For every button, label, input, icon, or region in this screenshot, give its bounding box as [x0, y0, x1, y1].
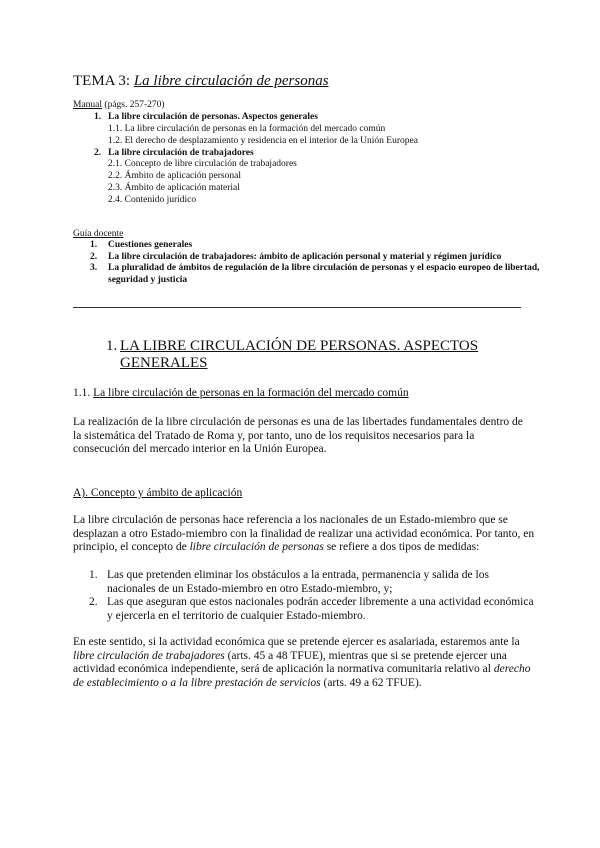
toc-subitem-2-3: 2.3. Ámbito de aplicación material: [108, 183, 240, 193]
toc-item-1-title: La libre circulación de personas. Aspectos generales: [108, 112, 318, 122]
tema-label: TEMA 3:: [73, 73, 131, 89]
guia-heading: [73, 229, 123, 241]
list-item: 1. Las que pretenden eliminar los obstáculos a la entrada, permanencia y salida de los nacionales de un Estado-miembro en otro Estado-miembro, y;: [89, 569, 489, 595]
guia-label: Guía docente: [73, 229, 124, 239]
guia-list: [90, 240, 540, 286]
toc-subitem-1-1: 1.1. La libre circulación de personas en la formación del mercado común: [108, 124, 386, 134]
subheading-a: A). Concepto y ámbito de aplicación: [73, 487, 243, 499]
section-number: 1.: [106, 338, 118, 354]
guia-item-1: 1. Cuestiones generales: [90, 240, 193, 250]
document-title: [73, 73, 329, 90]
subsection-number: 1.1.: [73, 387, 91, 399]
toc-subitem-2-4: 2.4. Contenido jurídico: [108, 195, 197, 205]
emphasis-trabajadores: libre circulación de trabajadores: [73, 649, 225, 662]
manual-pages: (págs. 257-270): [104, 100, 165, 110]
toc-item-1: 1. La libre circulación de personas. Aspectos generales: [94, 112, 318, 122]
guia-item-3: 3. La pluralidad de ámbitos de regulación de la libre circulación de personas y el espacio europeo de libertad, seguridad y justicia: [90, 263, 540, 285]
section-title: LA LIBRE CIRCULACIÓN DE PERSONAS. ASPECTOS GENERALES: [120, 338, 479, 371]
list-item: 2. Las que aseguran que estos nacionales podrán acceder libremente a una actividad económica y ejercerla en el territorio de cualquier Estado-miembro.: [89, 596, 534, 622]
paragraph-3: En este sentido, si la actividad económica que se pretende ejercer es asalariada, estaremos ante la libre circulación de trabajadores (arts. 45 a 48 TFUE), mientras que si se pretende ejercer una actividad económica independiente, será de aplicación la normativa comunitaria relativo al derecho de establecimiento o a la libre prestación de servicios (arts. 49 a 62 TFUE).: [73, 636, 531, 689]
manual-heading: [73, 100, 165, 112]
guia-item-2: 2. La libre circulación de trabajadores: ámbito de aplicación personal y material y régimen jurídico: [90, 251, 502, 262]
emphasis-establecimiento: derecho de establecimiento o a la libre prestación de servicios: [73, 663, 531, 689]
paragraph-2: La libre circulación de personas hace referencia a los nacionales de un Estado-miembro que se desplazan a otro Estado-miembro con la finalidad de realizar una actividad económica. Por tanto, en principio, el concepto de libre circulación de personas se refiere a dos tipos de medidas:: [73, 514, 535, 553]
subsection-heading: [73, 387, 409, 401]
manual-label: Manual: [73, 100, 103, 110]
toc-item-2: 2. La libre circulación de trabajadores: [94, 148, 254, 158]
toc-subitem-2-1: 2.1. Concepto de libre circulación de trabajadores: [108, 159, 297, 169]
tema-title: La libre circulación de personas: [133, 73, 329, 89]
toc-subitem-1-2: 1.2. El derecho de desplazamiento y residencia en el interior de la Unión Europea: [108, 136, 418, 146]
section-heading: [106, 338, 506, 372]
measures-list: [89, 569, 539, 623]
paragraph-1: La realización de la libre circulación de personas es una de las libertades fundamentales dentro de la sistemática del Tratado de Roma y, por tanto, uno de los requisitos necesarios para la consecución del mercado interior en la Unión Europea.: [73, 416, 523, 455]
horizontal-divider: [73, 307, 521, 308]
toc-subitem-2-2: 2.2. Ámbito de aplicación personal: [108, 171, 241, 181]
subsection-title: La libre circulación de personas en la formación del mercado común: [93, 387, 409, 399]
toc-item-2-title: La libre circulación de trabajadores: [108, 148, 254, 158]
emphasis-libre-circulacion: libre circulación de personas: [189, 541, 324, 553]
